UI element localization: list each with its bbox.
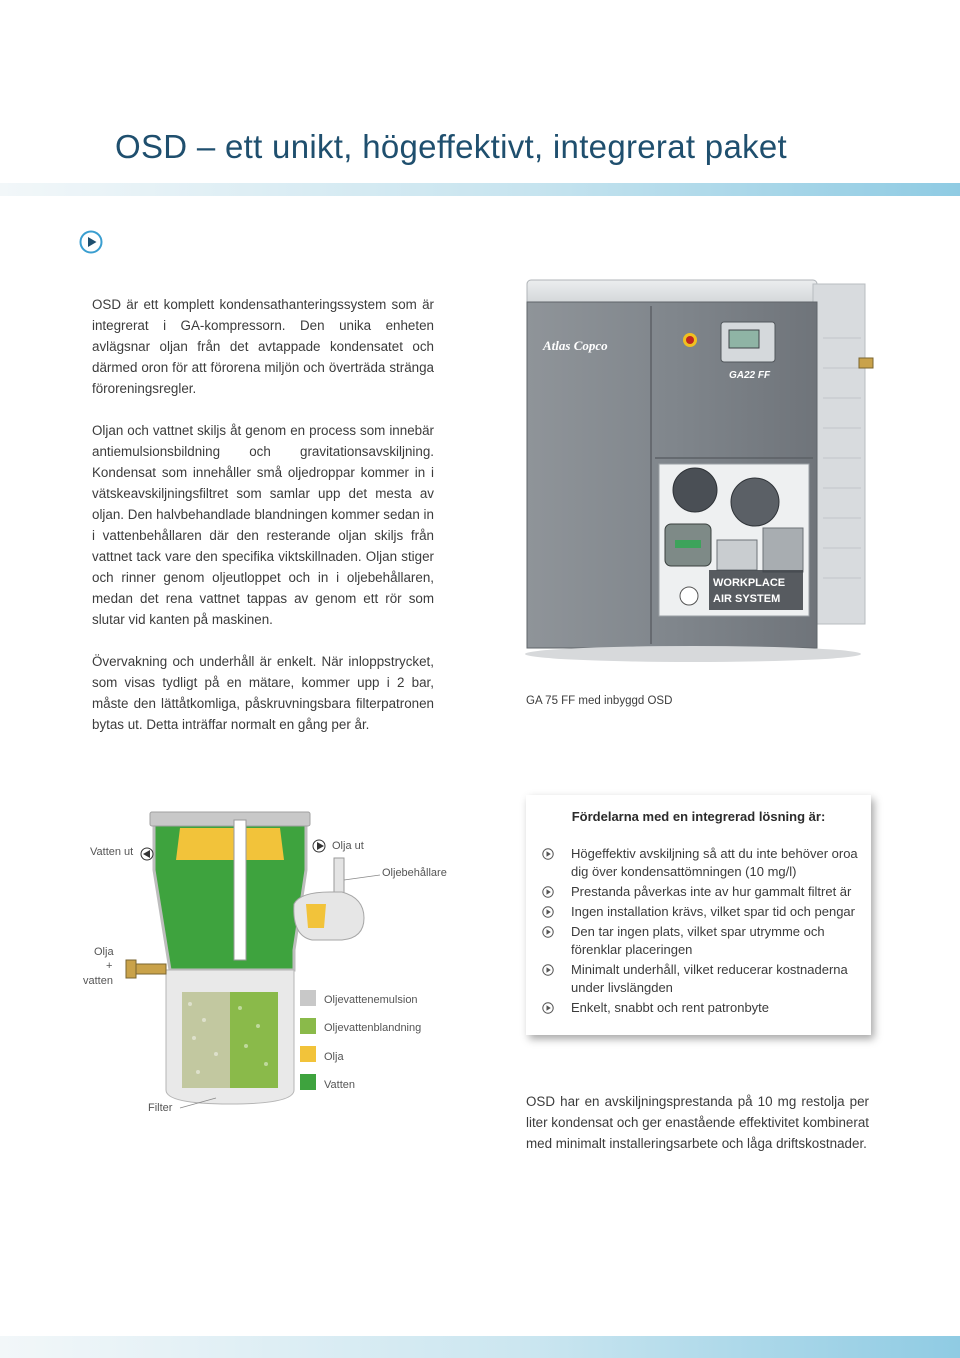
benefit-text: Enkelt, snabbt och rent patronbyte bbox=[571, 1000, 770, 1015]
label-olja-vatten-3: vatten bbox=[83, 975, 113, 987]
benefits-title: Fördelarna med en integrerad lösning är: bbox=[571, 809, 826, 824]
brand-logo: Atlas Copco bbox=[543, 338, 608, 353]
benefit-text: Ingen installation krävs, vilket spar tid och pengar bbox=[571, 904, 855, 919]
label-olja-vatten-2: + bbox=[106, 960, 113, 972]
legend-swatch-oil bbox=[300, 1046, 316, 1062]
legend-label-emulsion: Oljevattenemulsion bbox=[324, 994, 418, 1006]
play-bullet-icon bbox=[542, 964, 554, 976]
benefit-text: Den tar ingen plats, vilket spar utrymme och förenklar placeringen bbox=[571, 924, 825, 957]
intro-paragraph-3: Övervakning och underhåll är enkelt. När inloppstrycket, som visas tydligt på en mätare, kommer upp i 2 bar, måste den lättåtkomliga, påskruvningsbara filterpatronen bytas ut. Detta inträffar normalt en gång per år. bbox=[92, 654, 434, 732]
legend-swatch-mixture bbox=[300, 1018, 316, 1034]
page-title: OSD – ett unikt, högeffektivt, integrerat paket bbox=[115, 128, 788, 165]
summary-paragraph: OSD har en avskiljningsprestanda på 10 mg restolja per liter kondensat och ger enastående effektivitet kombinerat med minimalt installeringsarbete och låga driftskostnader. bbox=[526, 1094, 869, 1151]
sticker-line-1: WORKPLACE bbox=[713, 577, 786, 589]
footer-gradient-bar bbox=[0, 1336, 960, 1358]
list-item bbox=[542, 999, 862, 1017]
play-bullet-icon bbox=[542, 1002, 554, 1014]
benefit-text: Högeffektiv avskiljning så att du inte behöver oroa dig över kondensattömningen (10 mg/l) bbox=[571, 846, 858, 879]
benefit-text: Minimalt underhåll, vilket reducerar kostnaderna under livslängden bbox=[571, 962, 848, 995]
intro-paragraph-1: OSD är ett komplett kondensathanteringssystem som är integrerat i GA-kompressorn. Den unika enheten avlägsnar oljan från det avtappade kondensatet och därmed oron för att förorena miljön och överträda stränga föroreningsregler. bbox=[92, 297, 434, 396]
osd-diagram-graphic bbox=[80, 800, 500, 1130]
label-olja-vatten-1: Olja bbox=[94, 946, 114, 958]
play-bullet-icon bbox=[542, 886, 554, 898]
label-filter: Filter bbox=[148, 1102, 173, 1114]
play-bullet-icon bbox=[542, 926, 554, 938]
benefits-list bbox=[542, 845, 862, 1019]
list-item bbox=[542, 845, 862, 881]
legend-swatch-water bbox=[300, 1074, 316, 1090]
legend-swatch-emulsion bbox=[300, 990, 316, 1006]
image-caption: GA 75 FF med inbyggd OSD bbox=[526, 695, 673, 707]
list-item bbox=[542, 961, 862, 997]
benefits-box bbox=[526, 795, 871, 1035]
list-item bbox=[542, 923, 862, 959]
sticker-line-2: AIR SYSTEM bbox=[713, 593, 781, 605]
legend-label-mixture: Oljevattenblandning bbox=[324, 1022, 422, 1034]
play-circle-icon bbox=[79, 230, 103, 254]
label-vatten-ut: Vatten ut bbox=[90, 846, 134, 858]
legend-label-water: Vatten bbox=[324, 1079, 355, 1091]
play-bullet-icon bbox=[542, 906, 554, 918]
intro-paragraph-2: Oljan och vattnet skiljs åt genom en process som innebär antiemulsionsbildning och gravitationsavskiljning. Kondensat som innehåller små oljedroppar kommer in i vätskeavskiljningsfiltret som samlar upp det mesta av oljan. Den halvbehandlade blandningen kommer sedan in i vattenbehållaren där den resterande oljan skiljs från vattnet tack vare den specifika viktskillnaden. Oljan stiger och rinner genom oljeutloppet och in i oljebehållaren, medan det rena vattnet tappas av genom ett rör som slutar vid kanten på maskinen. bbox=[92, 423, 434, 627]
header-gradient-bar bbox=[0, 183, 960, 196]
legend-label-oil: Olja bbox=[324, 1051, 344, 1063]
compressor-image bbox=[523, 278, 883, 668]
play-bullet-icon bbox=[542, 848, 554, 860]
model-badge: GA22 FF bbox=[729, 370, 771, 381]
osd-diagram bbox=[80, 800, 500, 1130]
list-item bbox=[542, 883, 862, 901]
benefit-text: Prestanda påverkas inte av hur gammalt filtret är bbox=[571, 884, 852, 899]
list-item bbox=[542, 903, 862, 921]
label-oljebehallare: Oljebehållare bbox=[382, 867, 447, 879]
label-olja-ut: Olja ut bbox=[332, 840, 364, 852]
